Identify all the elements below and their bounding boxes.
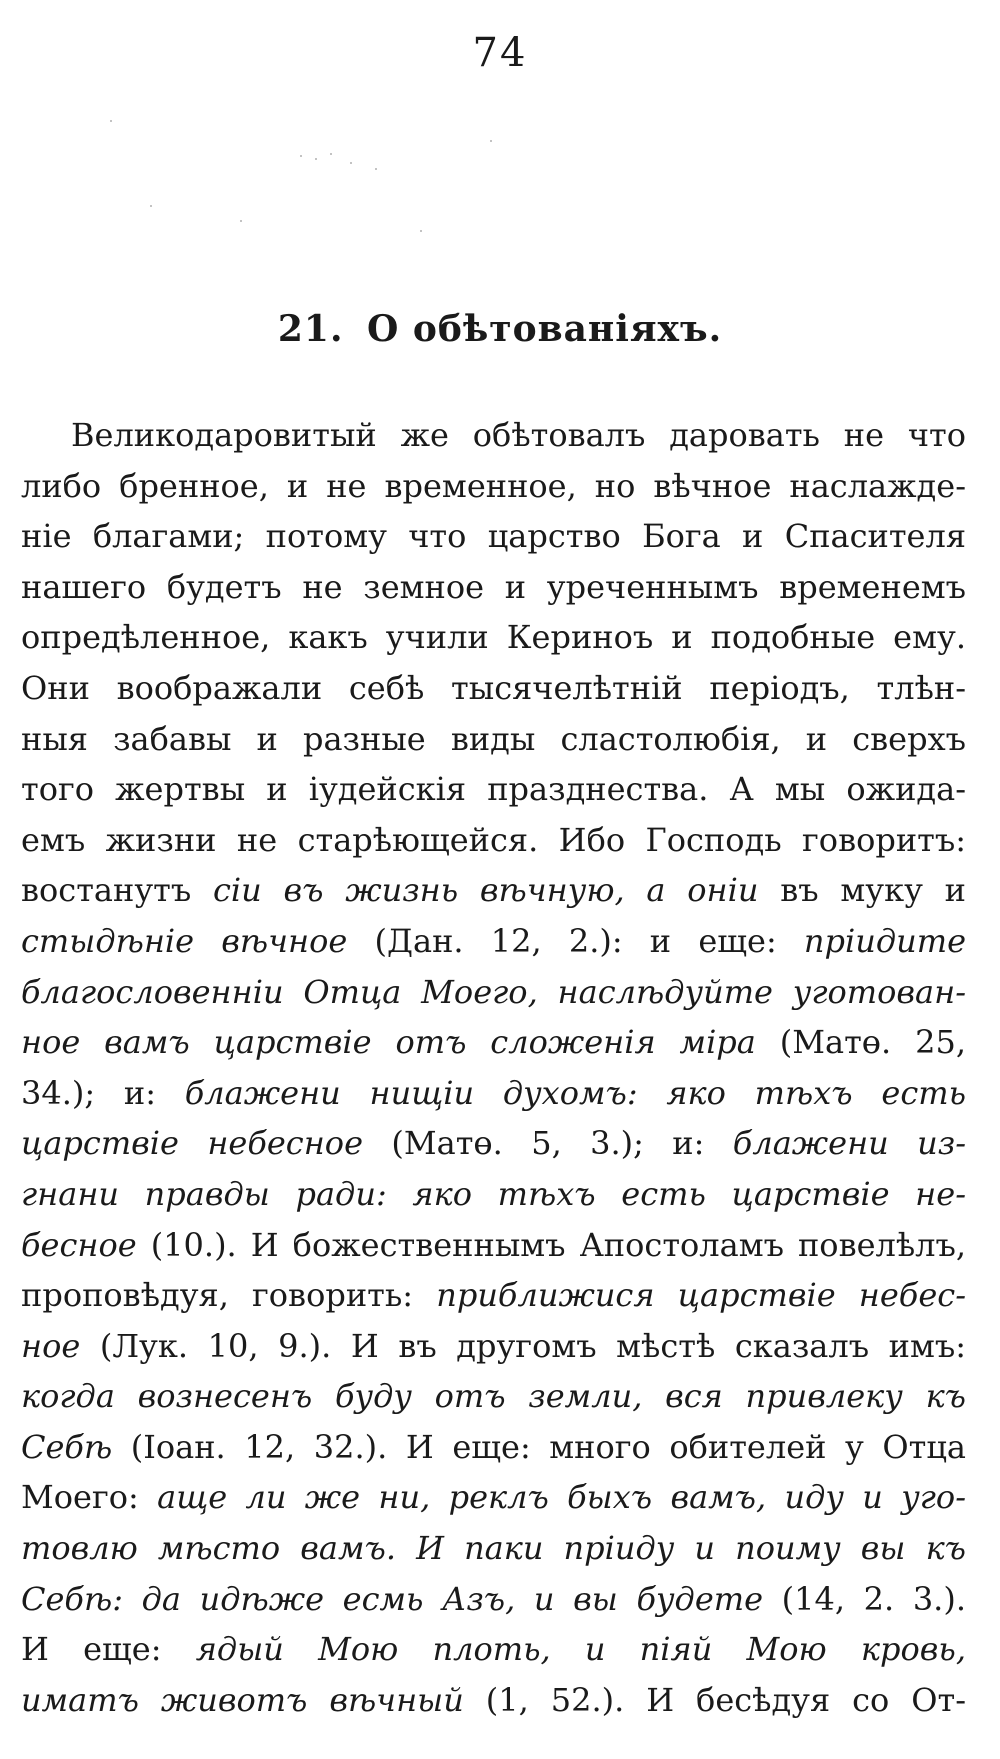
scripture-quote: стыдѣніе вѣчное bbox=[21, 921, 348, 960]
text-segment: въ муку и bbox=[758, 871, 966, 910]
text-line bbox=[21, 764, 966, 815]
scripture-quote: Себѣ: да идѣже есмь Азъ, и вы будете bbox=[21, 1579, 764, 1618]
text-line bbox=[21, 1017, 966, 1068]
text-line bbox=[21, 1472, 966, 1523]
text-line bbox=[21, 461, 966, 512]
text-line bbox=[21, 1068, 966, 1119]
body-text bbox=[21, 410, 966, 1725]
text-line bbox=[21, 865, 966, 916]
section-title: О обѣтованіяхъ. bbox=[367, 308, 723, 350]
text-line bbox=[21, 1118, 966, 1169]
text-segment: того жертвы и іудейскія празднества. А мы ожида- bbox=[21, 770, 966, 809]
text-line bbox=[21, 410, 966, 461]
text-segment: либо бренное, и не временное, но вѣчное наслажде- bbox=[21, 466, 966, 505]
text-line bbox=[21, 1270, 966, 1321]
text-line bbox=[21, 663, 966, 714]
text-segment: опредѣленное, какъ учили Кериноъ и подобные ему. bbox=[21, 618, 966, 657]
text-segment: (Матө. 5, 3.); и: bbox=[363, 1124, 733, 1163]
text-segment: (Дан. 12, 2.): и еще: bbox=[347, 921, 804, 960]
text-segment: (Матө. 25, bbox=[755, 1023, 966, 1062]
text-line bbox=[21, 1574, 966, 1625]
scripture-quote: гнани правды ради: яко тѣхъ есть царствіе не- bbox=[21, 1174, 966, 1213]
text-segment: (10.). И божественнымъ Апостоламъ повелѣлъ, bbox=[136, 1225, 966, 1264]
scripture-quote: иматъ животъ вѣчный bbox=[21, 1680, 464, 1719]
text-segment: Великодаровитый же обѣтовалъ даровать не что bbox=[71, 416, 966, 454]
scripture-quote: когда вознесенъ буду отъ земли, вся привлеку къ bbox=[21, 1377, 966, 1416]
text-segment: (Лук. 10, 9.). И въ другомъ мѣстѣ сказалъ имъ: bbox=[80, 1326, 966, 1365]
text-line bbox=[21, 815, 966, 866]
text-line bbox=[21, 1624, 966, 1675]
scripture-quote: приближися царствіе небес- bbox=[436, 1276, 966, 1315]
scripture-quote: блажени из- bbox=[732, 1124, 966, 1163]
scripture-quote: Себѣ bbox=[21, 1427, 113, 1466]
text-line bbox=[21, 511, 966, 562]
paper-specks bbox=[90, 110, 590, 260]
section-heading bbox=[0, 308, 1000, 350]
text-line bbox=[21, 612, 966, 663]
text-line bbox=[21, 714, 966, 765]
text-line bbox=[21, 967, 966, 1018]
text-segment: И еще: bbox=[21, 1630, 196, 1669]
text-line bbox=[21, 1523, 966, 1574]
text-line bbox=[21, 1220, 966, 1271]
scripture-quote: пріидите bbox=[803, 921, 966, 960]
text-segment: (Іоан. 12, 32.). И еще: много обителей у Отца bbox=[112, 1427, 966, 1466]
scripture-quote: ядый Мою плоть, и піяй Мою кровь, bbox=[195, 1630, 966, 1669]
text-segment: 34.); и: bbox=[21, 1073, 185, 1112]
scripture-quote: товлю мѣсто вамъ. И паки пріиду и поиму вы къ bbox=[21, 1529, 966, 1568]
text-line bbox=[21, 1422, 966, 1473]
text-line bbox=[21, 916, 966, 967]
text-segment: ніе благами; потому что царство Бога и Спасителя bbox=[21, 517, 966, 556]
text-line bbox=[21, 562, 966, 613]
scripture-quote: аще ли же ни, реклъ быхъ вамъ, иду и уго- bbox=[157, 1478, 966, 1517]
text-segment: востанутъ bbox=[21, 871, 213, 910]
text-line bbox=[21, 1169, 966, 1220]
text-segment: (1, 52.). И бесѣдуя со От- bbox=[463, 1680, 966, 1719]
text-segment: (14, 2. 3.). bbox=[763, 1579, 966, 1618]
text-line bbox=[21, 1675, 966, 1726]
scripture-quote: блажени нищіи духомъ: яко тѣхъ есть bbox=[184, 1073, 966, 1112]
text-segment: нашего будетъ не земное и уреченнымъ временемъ bbox=[21, 567, 966, 606]
text-segment: Они воображали себѣ тысячелѣтній періодъ, тлѣн- bbox=[21, 668, 966, 707]
scripture-quote: благословенніи Отца Моего, наслѣдуйте уготован- bbox=[21, 972, 966, 1011]
scripture-quote: сіи въ жизнь вѣчную, а оніи bbox=[212, 871, 759, 910]
text-line bbox=[21, 1371, 966, 1422]
text-line bbox=[21, 1321, 966, 1372]
page-number: 74 bbox=[472, 30, 528, 76]
text-segment: емъ жизни не старѣющейся. Ибо Господь говоритъ: bbox=[21, 820, 966, 859]
section-number: 21. bbox=[277, 308, 344, 350]
text-segment: ныя забавы и разные виды сластолюбія, и сверхъ bbox=[21, 719, 966, 758]
scripture-quote: царствіе небесное bbox=[21, 1124, 364, 1163]
scripture-quote: ное вамъ царствіе отъ сложенія міра bbox=[21, 1023, 756, 1062]
text-segment: Моего: bbox=[21, 1478, 158, 1517]
text-segment: проповѣдуя, говорить: bbox=[21, 1276, 437, 1315]
scripture-quote: ное bbox=[21, 1326, 81, 1365]
scripture-quote: бесное bbox=[21, 1225, 137, 1264]
